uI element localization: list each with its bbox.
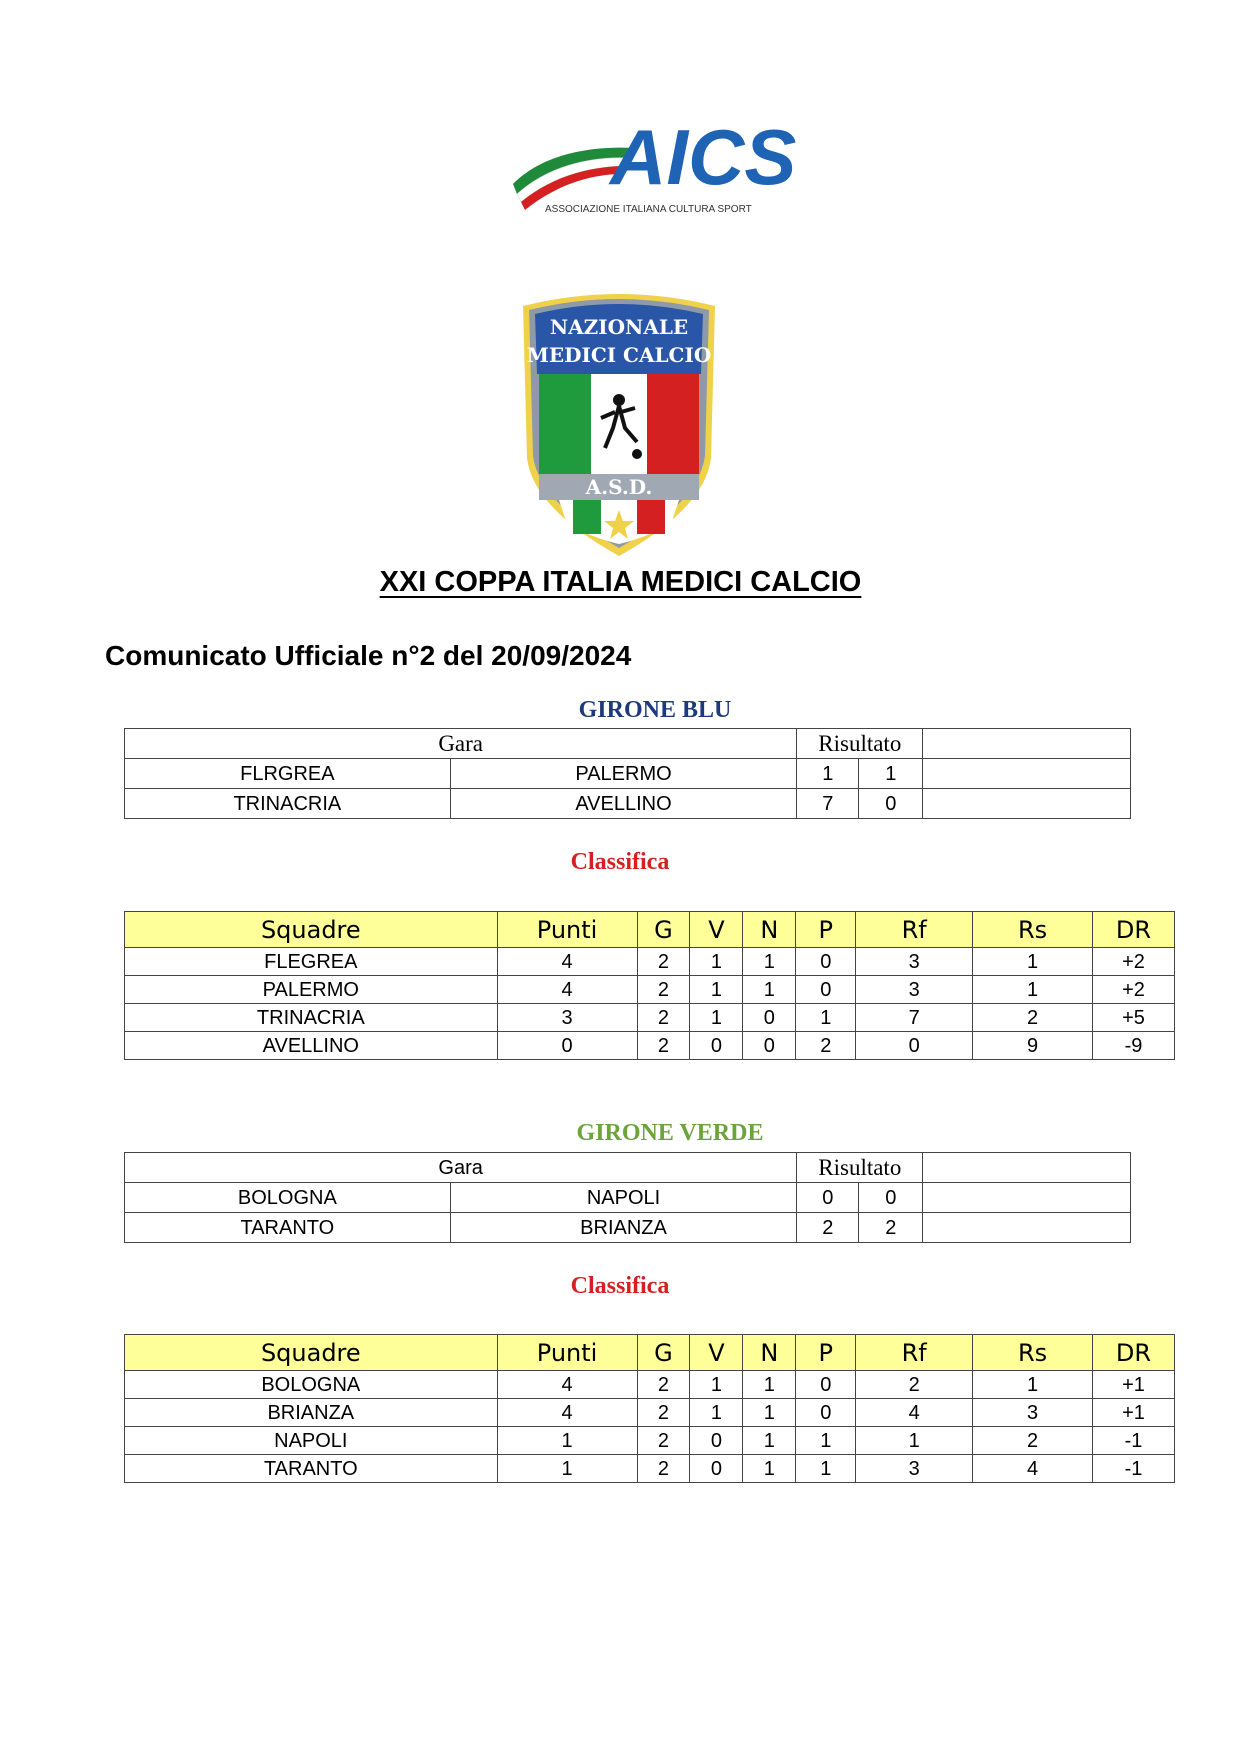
standings-cell: 2 [637,948,690,976]
home-score: 1 [797,759,859,789]
column-header: N [743,912,796,948]
standings-cell: +1 [1093,1371,1175,1399]
aics-logo [505,112,797,222]
standings-cell: BRIANZA [125,1399,498,1427]
standings-cell: -9 [1092,1032,1174,1060]
column-header: Punti [497,912,637,948]
standings-cell: 4 [973,1455,1093,1483]
standings-cell: 0 [796,1399,856,1427]
girone-verde-matches-table [124,1152,1131,1243]
standings-cell: 7 [856,1004,973,1032]
standings-cell: 0 [690,1455,743,1483]
standings-cell: 3 [497,1004,637,1032]
standings-cell: 9 [973,1032,1093,1060]
column-header: Punti [497,1335,637,1371]
column-header: N [743,1335,796,1371]
standings-cell: 1 [743,1399,796,1427]
standings-cell: 2 [637,1004,690,1032]
standings-cell: 2 [973,1004,1093,1032]
table-row [125,1427,1175,1455]
empty-cell [923,789,1131,819]
standings-cell: 2 [973,1427,1093,1455]
standings-cell: 0 [796,1371,856,1399]
girone-blu-heading: GIRONE BLU [578,697,732,723]
table-row [125,1399,1175,1427]
away-score: 2 [859,1213,923,1243]
away-team: PALERMO [450,759,797,789]
standings-cell: 1 [796,1427,856,1455]
standings-cell: 2 [856,1371,973,1399]
aics-logo-text: AICS [610,113,797,201]
girone-blu-standings-table [124,911,1175,1060]
standings-cell: 1 [690,948,743,976]
girone-blu-matches-table [124,728,1131,819]
standings-cell: 3 [973,1399,1093,1427]
home-score: 2 [797,1213,859,1243]
table-row [125,948,1175,976]
away-team: BRIANZA [450,1213,797,1243]
standings-cell: 1 [796,1004,856,1032]
standings-cell: 1 [497,1427,637,1455]
standings-cell: AVELLINO [125,1032,498,1060]
table-row [125,1153,1131,1183]
standings-cell: 4 [497,948,637,976]
table-row [125,789,1131,819]
document-title-text: XXI COPPA ITALIA MEDICI CALCIO [379,566,862,598]
standings-cell: +2 [1092,976,1174,1004]
standings-cell: BOLOGNA [125,1371,498,1399]
standings-cell: 3 [856,1455,973,1483]
standings-cell: 2 [637,1032,690,1060]
aics-logo-subtitle: ASSOCIAZIONE ITALIANA CULTURA SPORT [545,204,752,215]
column-header: Rs [973,1335,1093,1371]
column-header: P [796,1335,856,1371]
standings-cell: NAPOLI [125,1427,498,1455]
standings-cell: 0 [796,976,856,1004]
standings-cell: PALERMO [125,976,498,1004]
column-header: Rf [856,912,973,948]
standings-cell: 1 [690,1399,743,1427]
home-team: TRINACRIA [125,789,451,819]
table-row [125,759,1131,789]
away-score: 0 [859,1183,923,1213]
standings-cell: TRINACRIA [125,1004,498,1032]
empty-cell [923,1213,1131,1243]
shield-top-text: NAZIONALE [549,315,689,339]
standings-cell: -1 [1093,1427,1175,1455]
standings-cell: 1 [690,1371,743,1399]
home-score: 0 [797,1183,859,1213]
away-score: 0 [859,789,923,819]
home-team: TARANTO [125,1213,451,1243]
standings-cell: 0 [796,948,856,976]
table-row [125,1004,1175,1032]
standings-cell: 1 [743,1371,796,1399]
risultato-header: Risultato [797,729,923,759]
table-row [125,729,1131,759]
gara-header: Gara [125,1153,797,1183]
standings-cell: 2 [637,1399,690,1427]
standings-cell: 2 [637,1427,690,1455]
column-header: G [637,1335,690,1371]
standings-cell: 1 [973,976,1093,1004]
column-header: Squadre [125,912,498,948]
standings-header-row [125,912,1175,948]
girone-blu-classifica-heading: Classifica [570,849,670,875]
standings-cell: 2 [637,1371,690,1399]
away-team: NAPOLI [450,1183,797,1213]
table-row [125,1183,1131,1213]
standings-cell: TARANTO [125,1455,498,1483]
standings-cell: 4 [497,976,637,1004]
column-header: Squadre [125,1335,498,1371]
standings-cell: 0 [497,1032,637,1060]
home-team: BOLOGNA [125,1183,451,1213]
column-header: Rf [856,1335,973,1371]
table-row [125,1213,1131,1243]
standings-cell: 1 [796,1455,856,1483]
standings-cell: 3 [856,948,973,976]
standings-cell: 1 [973,948,1093,976]
standings-cell: 0 [743,1004,796,1032]
empty-cell [923,729,1131,759]
away-score: 1 [859,759,923,789]
girone-verde-heading: GIRONE VERDE [576,1120,764,1146]
standings-cell: -1 [1093,1455,1175,1483]
standings-cell: 1 [856,1427,973,1455]
empty-cell [923,1183,1131,1213]
standings-cell: 1 [497,1455,637,1483]
standings-cell: 0 [690,1427,743,1455]
document-title [0,566,1241,599]
standings-cell: 2 [637,1455,690,1483]
column-header: DR [1093,1335,1175,1371]
away-team: AVELLINO [450,789,797,819]
standings-cell: 0 [690,1032,743,1060]
standings-cell: 4 [497,1399,637,1427]
standings-cell: 1 [973,1371,1093,1399]
table-row [125,1371,1175,1399]
standings-cell: 1 [743,976,796,1004]
standings-cell: 4 [856,1399,973,1427]
standings-cell: 2 [637,976,690,1004]
home-score: 7 [797,789,859,819]
column-header: P [796,912,856,948]
standings-cell: 1 [743,948,796,976]
standings-cell: 1 [690,976,743,1004]
standings-cell: 0 [856,1032,973,1060]
standings-cell: 2 [796,1032,856,1060]
column-header: V [690,912,743,948]
table-row [125,976,1175,1004]
table-row [125,1455,1175,1483]
home-team: FLRGREA [125,759,451,789]
standings-cell: 4 [497,1371,637,1399]
column-header: Rs [973,912,1093,948]
standings-cell: +1 [1093,1399,1175,1427]
empty-cell [923,1153,1131,1183]
standings-cell: 0 [743,1032,796,1060]
column-header: V [690,1335,743,1371]
shield-middle-text: MEDICI CALCIO [526,343,712,367]
standings-cell: FLEGREA [125,948,498,976]
empty-cell [923,759,1131,789]
announcement-line: Comunicato Ufficiale n°2 del 20/09/2024 [105,640,632,671]
risultato-header: Risultato [797,1153,923,1183]
column-header: G [637,912,690,948]
standings-cell: +5 [1092,1004,1174,1032]
standings-cell: 1 [743,1427,796,1455]
girone-verde-standings-table [124,1334,1175,1483]
girone-verde-classifica-heading: Classifica [570,1273,670,1299]
medici-calcio-shield-logo [515,288,723,558]
column-header: DR [1092,912,1174,948]
gara-header: Gara [125,729,797,759]
table-row [125,1032,1175,1060]
standings-cell: +2 [1092,948,1174,976]
shield-bottom-text: A.S.D. [585,475,653,499]
standings-cell: 1 [743,1455,796,1483]
standings-header-row [125,1335,1175,1371]
standings-cell: 3 [856,976,973,1004]
standings-cell: 1 [690,1004,743,1032]
